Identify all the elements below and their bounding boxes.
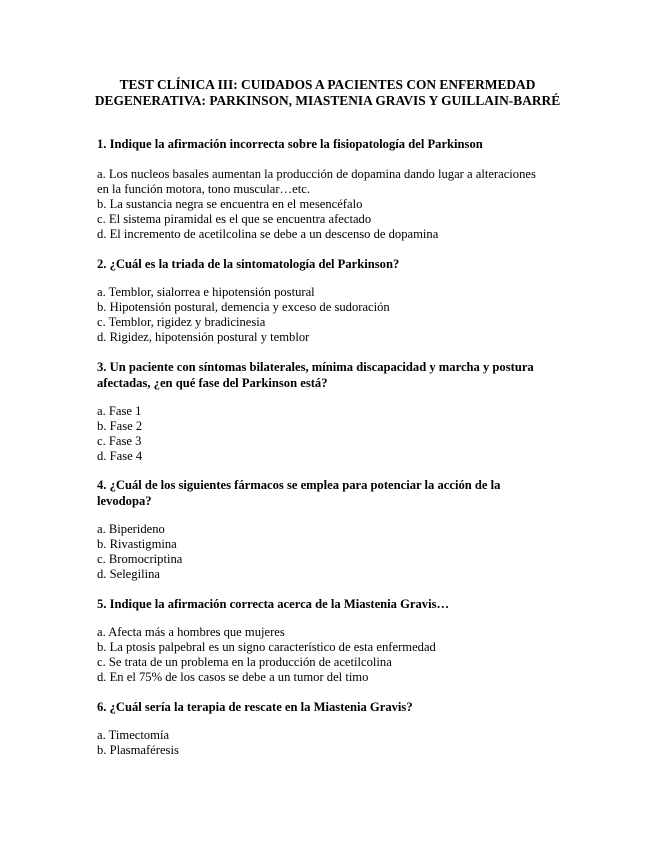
question-3-option-d: d. Fase 4	[97, 449, 143, 463]
question-1-option-c: c. El sistema piramidal es el que se encuentra afectado	[97, 212, 372, 226]
question-4-option-d: d. Selegilina	[97, 567, 160, 581]
question-3-line-1: 3. Un paciente con síntomas bilaterales, mínima discapacidad y marcha y postura	[97, 360, 534, 374]
question-5-option-a: a. Afecta más a hombres que mujeres	[97, 625, 285, 639]
question-5-option-d: d. En el 75% de los casos se debe a un tumor del timo	[97, 670, 369, 684]
question-3-option-b: b. Fase 2	[97, 419, 143, 433]
question-2-option-b: b. Hipotensión postural, demencia y exceso de sudoración	[97, 300, 390, 314]
question-5: 5. Indique la afirmación correcta acerca de la Miastenia Gravis…	[97, 597, 450, 611]
question-5-option-c: c. Se trata de un problema en la producción de acetilcolina	[97, 655, 392, 669]
question-1-option-d: d. El incremento de acetilcolina se debe a un descenso de dopamina	[97, 227, 439, 241]
document-title-line-1: TEST CLÍNICA III: CUIDADOS A PACIENTES CON ENFERMEDAD	[119, 77, 536, 92]
question-4-option-a: a. Biperideno	[97, 522, 165, 536]
question-1: 1. Indique la afirmación incorrecta sobre la fisiopatología del Parkinson	[97, 137, 483, 151]
question-4-line-2: levodopa?	[97, 494, 152, 508]
question-3-line-2: afectadas, ¿en qué fase del Parkinson está?	[97, 376, 328, 390]
question-6-option-b: b. Plasmaféresis	[97, 743, 179, 757]
document-title-line-2: DEGENERATIVA: PARKINSON, MIASTENIA GRAVIS Y GUILLAIN-BARRÉ	[94, 93, 561, 108]
question-3-option-c: c. Fase 3	[97, 434, 142, 448]
question-2: 2. ¿Cuál es la triada de la sintomatología del Parkinson?	[97, 257, 400, 271]
question-6: 6. ¿Cuál sería la terapia de rescate en la Miastenia Gravis?	[97, 700, 413, 714]
question-3-option-a: a. Fase 1	[97, 404, 142, 418]
question-2-option-c: c. Temblor, rigidez y bradicinesia	[97, 315, 266, 329]
question-4-option-b: b. Rivastigmina	[97, 537, 177, 551]
question-2-option-a: a. Temblor, sialorrea e hipotensión postural	[97, 285, 315, 299]
question-5-option-b: b. La ptosis palpebral es un signo característico de esta enfermedad	[97, 640, 436, 654]
question-4-line-1: 4. ¿Cuál de los siguientes fármacos se emplea para potenciar la acción de la	[97, 478, 501, 492]
question-1-option-b: b. La sustancia negra se encuentra en el mesencéfalo	[97, 197, 363, 211]
question-1-option-a-continued: en la función motora, tono muscular…etc.	[97, 182, 310, 196]
question-4-option-c: c. Bromocriptina	[97, 552, 183, 566]
question-1-option-a: a. Los nucleos basales aumentan la producción de dopamina dando lugar a alteraciones	[97, 167, 536, 181]
question-6-option-a: a. Timectomía	[97, 728, 170, 742]
question-2-option-d: d. Rigidez, hipotensión postural y temblor	[97, 330, 310, 344]
